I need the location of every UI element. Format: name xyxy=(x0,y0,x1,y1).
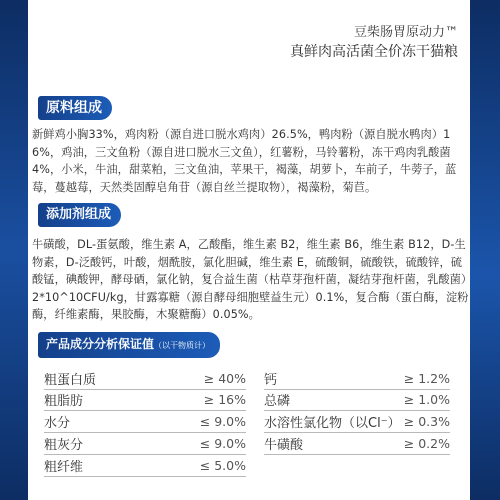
row-divider xyxy=(264,454,450,455)
analysis-value: ≤ 9.0% xyxy=(199,413,246,429)
analysis-label: 粗灰分 xyxy=(44,437,84,453)
analysis-label: 总磷 xyxy=(264,393,291,409)
analysis-row-taurine xyxy=(264,433,450,453)
analysis-value: ≤ 5.0% xyxy=(199,457,246,473)
analysis-label: 水分 xyxy=(44,415,71,431)
analysis-label: 钙 xyxy=(264,372,278,388)
analysis-heading-title: 产品成分分析保证值 xyxy=(46,337,155,351)
analysis-heading xyxy=(38,332,220,358)
brand-name: 豆柴肠胃原动力™ xyxy=(353,25,458,40)
raw-materials-text: 新鲜鸡小胸33%，鸡肉粉（源自进口脱水鸡肉）26.5%，鸭肉粉（源自脱水鸭肉）16%，鸡油，三文鱼粉（源自进口脱水三文鱼），红薯粉，马铃薯粉，冻干鸡肉乳酸菌4%，小米，牛油，甜菜粕，三文鱼油，苹果干，褐藻，胡萝卜，车前子，牛蒡子，蓝莓，蔓越莓，天然类固醇皂角苷（源自丝兰提取物），褐藻粉，菊苣。 xyxy=(32,128,457,194)
analysis-row-chloride xyxy=(264,411,450,431)
product-header xyxy=(290,24,458,62)
analysis-row-moisture xyxy=(44,411,246,431)
additives-text: 牛磺酸，DL-蛋氨酸，维生素 A，乙酸酯，维生素 B2，维生素 B6，维生素 B12，D-生物素，D-泛酸钙，叶酸，烟酰胺，氯化胆碱，维生素 E，硫酸铜，硫酸铁，硫酸锌，硫酸锰，碘酸钾，酵母硒，氯化钠，复合益生菌（枯草芽孢杆菌，凝结芽孢杆菌，乳酸菌）2*10^10CFU/kg，甘露寡糖（源自酵母细胞壁益生元）0.1%，复合酶（蛋白酶，淀粉酶，纤维素酶，果胶酶，木聚糖酶）0.05%。 xyxy=(32,238,469,321)
analysis-row-total-phosphorus xyxy=(264,389,450,409)
analysis-label: 水溶性氯化物（以Cl⁻） xyxy=(264,415,401,431)
analysis-heading-note: （以干物质计） xyxy=(154,341,211,350)
analysis-row-crude-fat xyxy=(44,389,246,409)
analysis-value: ≥ 1.2% xyxy=(403,370,450,386)
analysis-label: 粗蛋白质 xyxy=(44,372,97,388)
analysis-label: 牛磺酸 xyxy=(264,437,304,453)
analysis-row-calcium xyxy=(264,368,450,388)
additives-heading: 添加剂组成 xyxy=(38,203,121,227)
analysis-label: 粗脂肪 xyxy=(44,393,84,409)
analysis-value: ≤ 9.0% xyxy=(199,435,246,451)
analysis-label: 粗纤维 xyxy=(44,459,84,475)
product-name: 真鲜肉高活菌全价冻干猫粮 xyxy=(290,44,458,60)
row-divider xyxy=(44,476,246,477)
analysis-value: ≥ 1.0% xyxy=(403,391,450,407)
analysis-value: ≥ 0.3% xyxy=(403,413,450,429)
right-decorative-stripe xyxy=(470,0,500,500)
left-decorative-stripe xyxy=(0,0,28,500)
analysis-value: ≥ 16% xyxy=(203,391,246,407)
analysis-row-crude-protein xyxy=(44,368,246,388)
raw-materials-heading: 原料组成 xyxy=(38,96,112,120)
analysis-value: ≥ 0.2% xyxy=(403,435,450,451)
analysis-row-crude-ash xyxy=(44,433,246,453)
analysis-row-crude-fiber xyxy=(44,455,246,475)
analysis-value: ≥ 40% xyxy=(203,370,246,386)
